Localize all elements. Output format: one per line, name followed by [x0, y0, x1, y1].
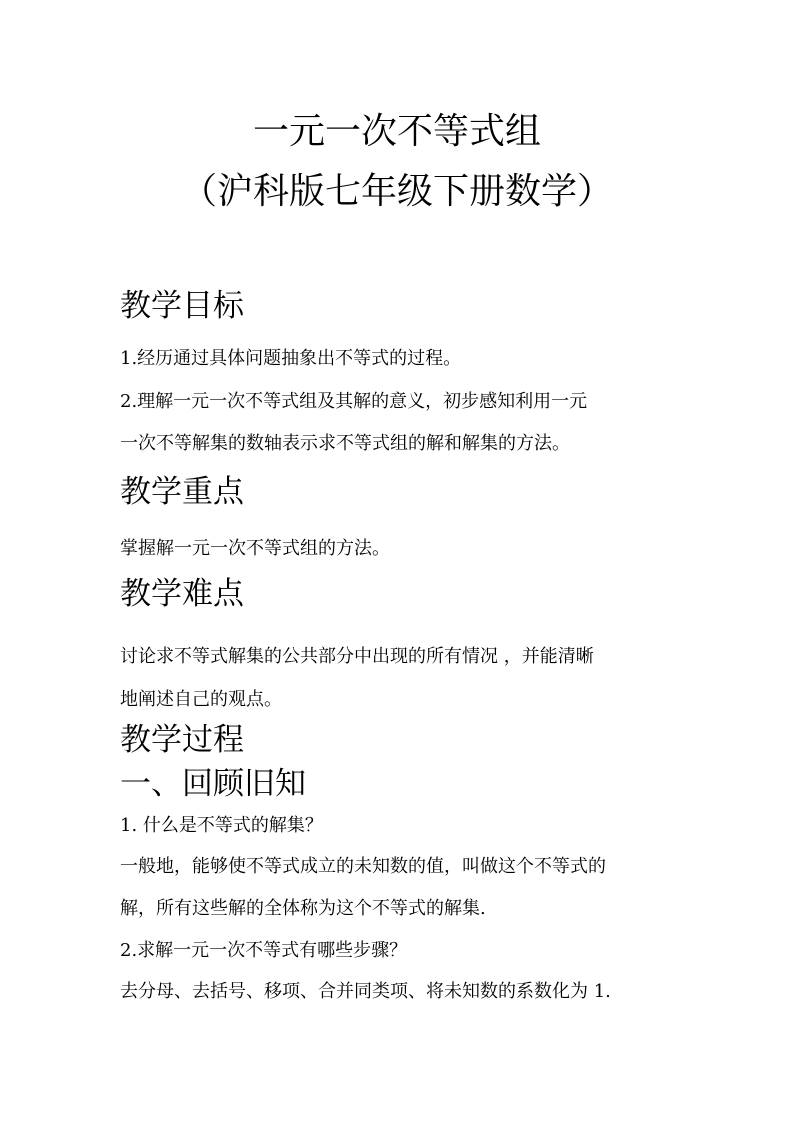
objective-item-2-line-1: 2.理解一元一次不等式组及其解的意义，初步感知利用一元 — [120, 391, 588, 412]
answer-2: 去分母、去括号、移项、合并同类项、将未知数的系数化为 1. — [120, 981, 611, 1002]
heading-objectives: 教学目标 — [120, 288, 244, 324]
key-points-text: 掌握解一元一次不等式组的方法。 — [120, 538, 390, 559]
difficulties-text-line-1: 讨论求不等式解集的公共部分中出现的所有情况 ，并能清晰 — [120, 646, 594, 667]
question-2: 2.求解一元一次不等式有哪些步骤？ — [120, 940, 408, 961]
document-title: 一元一次不等式组 — [252, 111, 541, 152]
heading-process: 教学过程 — [120, 722, 244, 758]
subheading-review: 一、回顾旧知 — [120, 766, 306, 802]
answer-1-line-2: 解，所有这些解的全体称为这个不等式的解集. — [120, 898, 486, 919]
difficulties-text-line-2: 地阐述自己的观点。 — [120, 689, 282, 710]
objective-item-2-line-2: 一次不等解集的数轴表示求不等式组的解和解集的方法。 — [120, 433, 570, 454]
objective-item-1: 1.经历通过具体问题抽象出不等式的过程。 — [120, 348, 462, 369]
heading-key-points: 教学重点 — [120, 474, 244, 510]
heading-difficulties: 教学难点 — [120, 576, 244, 612]
document-subtitle: （沪科版七年级下册数学） — [180, 171, 613, 212]
answer-1-line-1: 一般地，能够使不等式成立的未知数的值，叫做这个不等式的 — [120, 856, 606, 877]
question-1: 1. 什么是不等式的解集？ — [120, 815, 323, 836]
